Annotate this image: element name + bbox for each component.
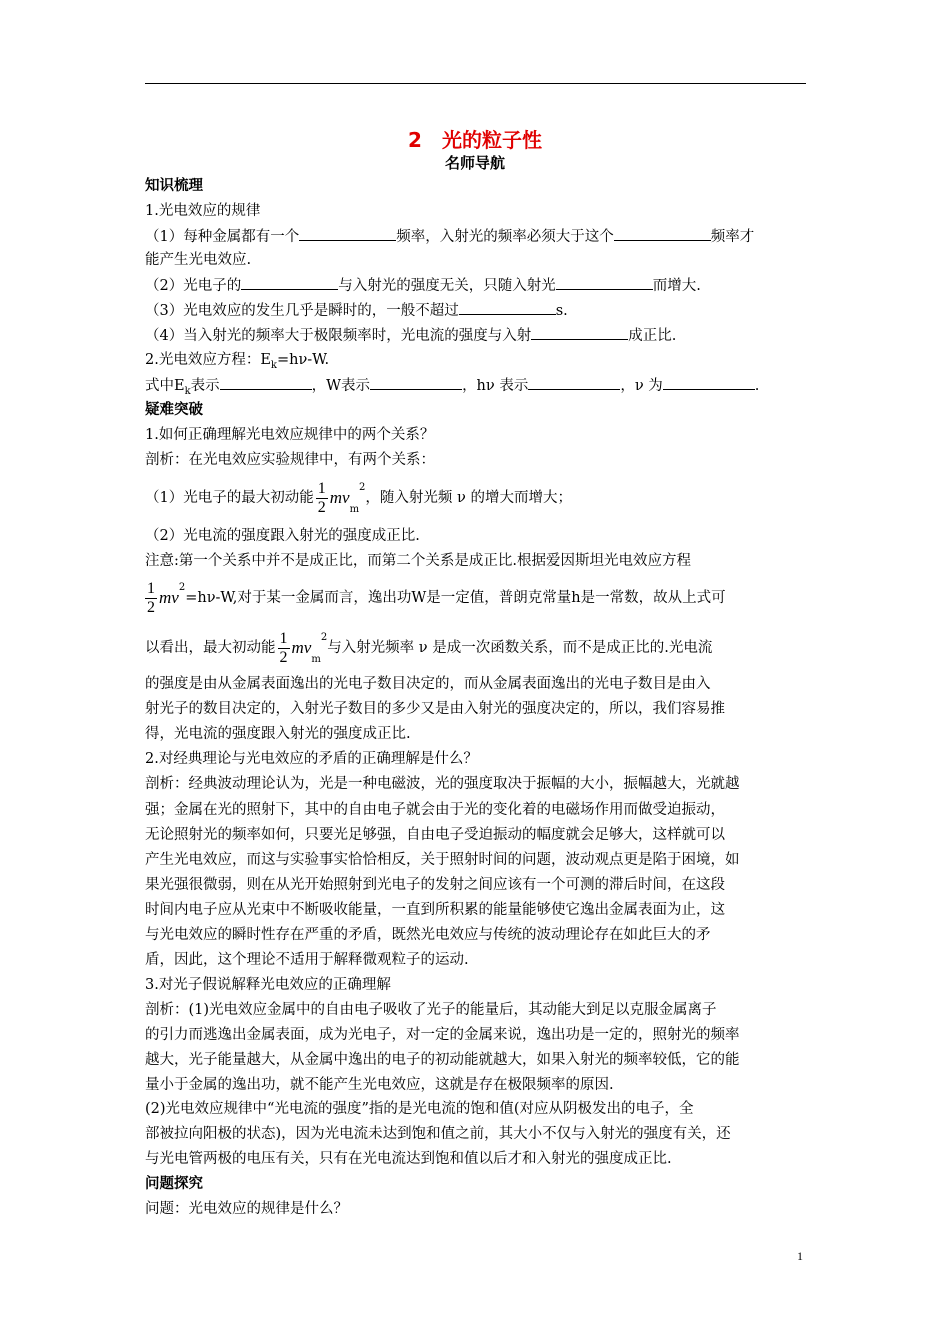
fraction: $\frac{1}{2}$ (147, 579, 155, 616)
text-line: 剖析：(1)光电效应金属中的自由电子吸收了光子的能量后，其动能大到足以克服金属离子 (145, 1002, 717, 1018)
fill-blank (663, 375, 755, 390)
question-heading: 2.对经典理论与光电效应的矛盾的正确理解是什么？ (145, 751, 478, 767)
fraction: $\frac{1}{2}$ (279, 629, 288, 666)
question-heading: 1.如何正确理解光电效应规律中的两个关系？ (145, 427, 435, 443)
text-line: 量小于金属的逸出功，就不能产生光电效应，这就是存在极限频率的原因. (145, 1077, 614, 1093)
section-heading-knowledge: 知识梳理 (145, 178, 203, 194)
fraction: $\frac{1}{2}$ (317, 479, 326, 516)
text-line: （3）光电效应的发生几乎是瞬时的，一般不超过 s. (145, 300, 568, 321)
text-line: 得，光电流的强度跟入射光的强度成正比. (145, 726, 411, 742)
text-line: (2)光电效应规律中“光电流的强度”指的是光电流的饱和值(对应从阴极发出的电子，全 (145, 1101, 694, 1117)
text-line: 式中$E_k$表示 ，W表示 ，hν 表示 ，ν 为 . (145, 375, 759, 402)
fill-blank (241, 275, 338, 290)
text-line: 能产生光电效应. (145, 252, 252, 268)
text-line-formula: $\frac{1}{2}$ $mv^2=h\nu-W$,对于某一金属而言，逸出功W是一定值，普朗克常量h是一常数，故从上式可 (147, 579, 726, 616)
section-heading-difficulty: 疑难突破 (145, 402, 203, 418)
text-line: 与光电管两极的电压有关，只有在光电流达到饱和值以后才和入射光的强度成正比. (145, 1151, 672, 1167)
text-line: （1）每种金属都有一个 频率，入射光的频率必须大于这个 频率才 (145, 226, 754, 247)
text-line: 时间内电子应从光束中不断吸收能量，一直到所积累的能量能够使它逸出金属表面为止，这 (145, 902, 725, 918)
text-line: 果光强很微弱，则在从光开始照射到光电子的发射之间应该有一个可测的滞后时间，在这段 (145, 877, 725, 893)
fill-blank (299, 226, 396, 241)
text-line: 1.光电效应的规律 (145, 203, 261, 219)
fill-blank (556, 275, 653, 290)
fill-blank (528, 375, 620, 390)
text-line: 与光电效应的瞬时性存在严重的矛盾，既然光电效应与传统的波动理论存在如此巨大的矛 (145, 927, 711, 943)
text-line: （2）光电子的 与入射光的强度无关，只随入射光 而增大. (145, 275, 701, 296)
text-line: 部被拉向阳极的状态)，因为光电流未达到饱和值之前，其大小不仅与入射光的强度有关，还 (145, 1126, 731, 1142)
question-heading: 3.对光子假说解释光电效应的正确理解 (145, 977, 391, 993)
fill-blank (370, 375, 462, 390)
text-line: 注意:第一个关系中并不是成正比，而第二个关系是成正比.根据爱因斯坦光电效应方程 (145, 553, 691, 569)
text-line: 问题：光电效应的规律是什么？ (145, 1201, 348, 1217)
text-line: 盾，因此，这个理论不适用于解释微观粒子的运动. (145, 952, 469, 968)
fill-blank (220, 375, 312, 390)
text-line: 剖析：经典波动理论认为，光是一种电磁波，光的强度取决于振幅的大小，振幅越大，光就越 (145, 776, 740, 792)
text-line-formula: （1）光电子的最大初动能 $\frac{1}{2}$ $mv_m^2$，随入射光频 ν 的增大而增大； (145, 479, 572, 516)
page-subtitle: 名师导航 (444, 154, 505, 172)
page-title: 2 光的粒子性 (408, 128, 542, 152)
fill-blank (459, 300, 556, 315)
text-line: 剖析：在光电效应实验规律中，有两个关系： (145, 452, 435, 468)
text-line: （4）当入射光的频率大于极限频率时，光电流的强度与入射 成正比. (145, 325, 676, 346)
text-line: （2）光电流的强度跟入射光的强度成正比. (145, 528, 420, 544)
text-line: 射光子的数目决定的，入射光子数目的多少又是由入射光的强度决定的，所以，我们容易推 (145, 701, 725, 717)
text-line: 产生光电效应，而这与实验事实恰恰相反，关于照射时间的问题，波动观点更是陷于困境，如 (145, 852, 740, 868)
text-line: 越大，光子能量越大，从金属中逸出的电子的初动能就越大，如果入射光的频率较低，它的能 (145, 1052, 740, 1068)
header-rule (145, 83, 806, 84)
fill-blank (614, 226, 711, 241)
page-number: 1 (797, 1249, 803, 1263)
text-line: 强；金属在光的照射下，其中的自由电子就会由于光的变化着的电磁场作用而做受迫振动， (145, 802, 725, 818)
text-line: 的引力而逃逸出金属表面，成为光电子，对一定的金属来说，逸出功是一定的，照射光的频率 (145, 1027, 740, 1043)
fill-blank (531, 325, 628, 340)
text-line: 无论照射光的频率如何，只要光足够强，自由电子受迫振动的幅度就会足够大，这样就可以 (145, 827, 725, 843)
section-heading-inquiry: 问题探究 (145, 1176, 203, 1192)
text-line: 的强度是由从金属表面逸出的光电子数目决定的，而从金属表面逸出的光电子数目是由入 (145, 676, 711, 692)
text-line: 2.光电效应方程：$E_k=h\nu-W$. (145, 352, 330, 371)
text-line-formula: 以看出，最大初动能 $\frac{1}{2}$ $mv_m^2$与入射光频率 ν 是成一次函数关系，而不是成正比的.光电流 (145, 629, 713, 666)
